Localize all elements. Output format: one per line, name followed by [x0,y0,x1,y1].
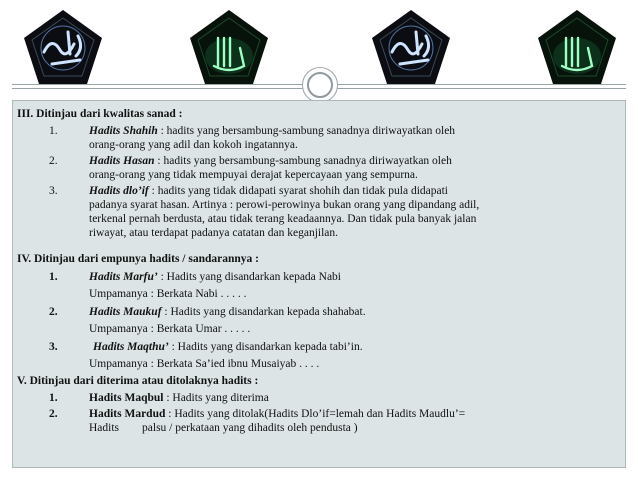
definition-line: terkenal pernah berdusta, atau tidak terang keadaannya. Dan tidak pula banyak jalan [89,213,477,225]
list-number: 1. [49,392,58,404]
definition-line: padanya syarat hasan. Artinya : perowi-perowinya bukan orang yang dipandang adil, [89,199,480,211]
list-item [89,124,455,138]
term: Hadits Maukuf [89,306,162,318]
list-item [89,407,465,421]
list-number: 3. [49,341,58,353]
list-number: 1. [49,125,58,137]
term: Hadits Maqbul [89,392,164,404]
muhammad-calligraphy-icon [370,8,452,86]
allah-calligraphy-icon [188,8,270,86]
term: Hadits dlo’if [89,185,149,197]
list-number: 3. [49,185,58,197]
section-3-title: III. Ditinjau dari kwalitas sanad : [17,108,183,120]
term: Hadits Shahih [89,125,158,137]
term: Hadits Hasan [89,155,155,167]
definition-line: orang-orang yang adil dan kokoh ingatannya. [89,139,298,151]
definition: : hadits yang tidak didapati syarat shohih dan tidak pula didapati [148,185,449,197]
definition: : Hadits yang ditolak(Hadits Dlo’if=lemah dan Hadits Maudlu’= [165,408,466,420]
list-number: 2. [49,155,58,167]
content-panel [12,100,626,468]
list-number: 2. [49,408,58,420]
example-line: Umpamanya : Berkata Umar . . . . . [89,323,251,335]
list-item [89,270,341,284]
definition-line: orang-orang yang tidak mempuyai derajat kepercayaan yang sempurna. [89,169,418,181]
definition: : Hadits yang disandarkan kepada Nabi [157,271,342,283]
definition: : Hadits yang disandarkan kepada shahabat. [161,306,366,318]
slide-circle-ornament-inner [307,72,333,98]
term: Hadits Mardud [89,408,166,420]
definition: : Hadits yang diterima [163,392,269,404]
definition: : Hadits yang disandarkan kepada tabi’in. [168,341,363,353]
section-5-title: V. Ditinjau dari diterima atau ditolaknya hadits : [17,375,259,387]
definition: : hadits yang bersambung-sambung sanadnya diriwayatkan oleh [154,155,452,167]
definition-line: riwayat, atau terdapat padanya catatan dan keganjilan. [89,227,339,239]
list-number: 1. [49,271,58,283]
example-line: Umpamanya : Berkata Sa’ied ibnu Musaiyab . . . . [89,358,320,370]
definition-line: Hadits palsu / perkataan yang dihadits oleh pendusta ) [89,422,358,434]
list-item [89,391,269,405]
list-item [93,340,363,354]
muhammad-calligraphy-icon [22,8,104,86]
list-item [89,305,366,319]
list-item [89,154,452,168]
term: Hadits Maqthu’ [93,341,169,353]
allah-calligraphy-icon [536,8,618,86]
definition: : hadits yang bersambung-sambung sanadnya diriwayatkan oleh [157,125,456,137]
list-item [89,184,448,198]
section-4-title: IV. Ditinjau dari empunya hadits / sandarannya : [17,253,259,265]
term: Hadits Marfu’ [89,271,158,283]
example-line: Umpamanya : Berkata Nabi . . . . . [89,288,247,300]
list-number: 2. [49,306,58,318]
